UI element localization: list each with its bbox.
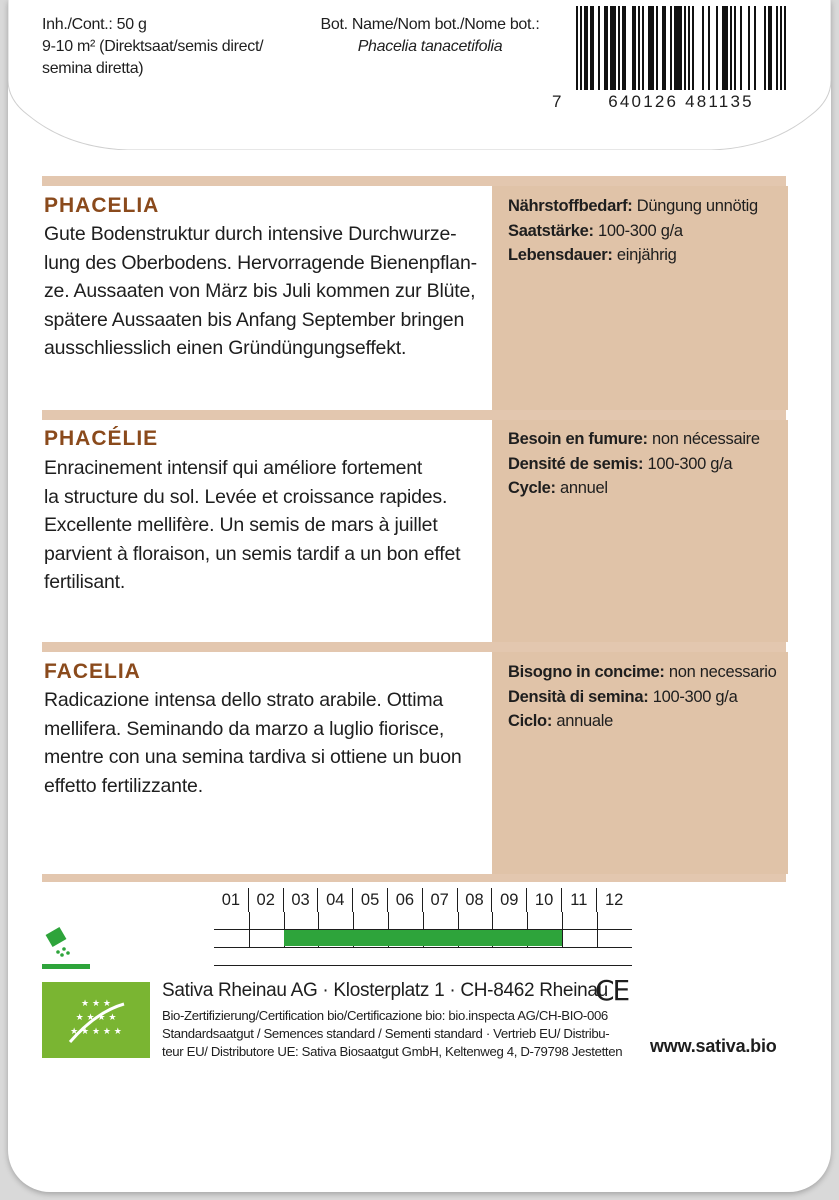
attribute-row	[508, 685, 788, 710]
barcode-bar	[604, 6, 606, 90]
barcode-bar	[754, 6, 756, 90]
barcode-bar	[576, 6, 578, 90]
barcode-bar	[606, 6, 608, 90]
barcode-bar	[716, 6, 718, 90]
attribute-row	[508, 660, 788, 685]
barcode-bar	[748, 6, 750, 90]
attribute-value: einjährig	[612, 246, 677, 264]
fine-line: teur EU/ Distributore UE: Sativa Biosaatgut GmbH, Keltenweg 4, D-79798 Jestetten	[162, 1044, 623, 1059]
attribute-value: annuel	[555, 479, 608, 497]
calendar-vline	[249, 912, 250, 948]
barcode-bar	[598, 6, 600, 90]
attribute-row	[508, 194, 788, 219]
barcode-bar	[662, 6, 664, 90]
content-line: Inh./Cont.: 50 g	[42, 16, 147, 33]
section-title: PHACELIA	[44, 194, 160, 217]
attribute-row	[508, 427, 788, 452]
barcode-bar	[624, 6, 626, 90]
sowing-period-bar	[284, 930, 562, 946]
barcode-bar	[610, 6, 612, 90]
section-divider	[42, 410, 786, 420]
body-line: effetto fertilizzante.	[44, 774, 203, 797]
calendar-month-06: 06	[388, 888, 423, 912]
attribute-value: 100-300 g/a	[643, 454, 733, 473]
calendar-month-01: 01	[214, 888, 249, 912]
barcode-bar	[586, 6, 588, 90]
barcode-bar	[648, 6, 650, 90]
attribute-row	[508, 709, 788, 734]
attribute-value: annuale	[552, 712, 613, 730]
company-address: Sativa Rheinau AG · Klosterplatz 1 · CH-8462 Rheinau	[162, 980, 608, 1001]
website-link[interactable]: www.sativa.bio	[650, 1036, 777, 1056]
section-divider	[42, 176, 786, 186]
svg-text:★ ★ ★ ★ ★: ★ ★ ★ ★ ★	[70, 1027, 122, 1037]
attribute-value: Düngung unnötig	[632, 197, 758, 215]
content-line: 9-10 m² (Direktsaat/semis direct/	[42, 38, 264, 55]
section-title: FACELIA	[44, 660, 141, 683]
sowing-calendar	[214, 888, 632, 912]
attribute-label: Saatstärke:	[508, 221, 594, 240]
body-line: ze. Aussaaten von März bis Juli kommen zur Blüte,	[44, 280, 476, 302]
calendar-month-12: 12	[604, 891, 624, 909]
barcode-bar	[642, 6, 644, 90]
barcode-bar	[708, 6, 710, 90]
barcode-bar	[676, 6, 678, 90]
barcode-bar	[768, 6, 770, 90]
barcode-bar	[674, 6, 676, 90]
body-line: lung des Oberbodens. Hervorragende Bienenpflan-	[44, 251, 477, 274]
attribute-label: Bisogno in concime:	[508, 663, 665, 681]
barcode-bar	[724, 6, 726, 90]
body-line: spätere Aussaaten bis Anfang September bringen	[44, 308, 465, 331]
barcode-bar	[634, 6, 636, 90]
barcode-bar	[614, 6, 616, 90]
barcode	[552, 0, 786, 120]
barcode-bar	[650, 6, 652, 90]
attribute-label: Densité de semis:	[508, 454, 644, 473]
attributes-list	[508, 427, 788, 501]
body-line: parvient à floraison, un semis tardif a un bon effet	[44, 542, 461, 565]
attribute-value: non necessario	[664, 663, 777, 681]
barcode-bar	[618, 6, 620, 90]
attribute-label: Densità di semina:	[508, 687, 649, 706]
attributes-list	[508, 660, 788, 734]
calendar-month-04: 04	[318, 888, 353, 912]
barcode-bar	[622, 6, 624, 90]
barcode-bar	[656, 6, 658, 90]
barcode-bar	[780, 6, 782, 90]
barcode-bar	[638, 6, 640, 90]
attribute-row	[508, 476, 788, 501]
calendar-month-03: 03	[284, 888, 319, 912]
barcode-bar	[612, 6, 614, 90]
section-body	[44, 220, 488, 363]
barcode-bar	[664, 6, 666, 90]
fine-line: Standardsaatgut / Semences standard / Sementi standard · Vertrieb EU/ Distribu-	[162, 1026, 610, 1041]
barcode-bar	[592, 6, 594, 90]
barcode-bar	[580, 6, 582, 90]
barcode-bar	[670, 6, 672, 90]
body-line: Radicazione intensa dello strato arabile. Ottima	[44, 689, 444, 711]
content-info	[42, 14, 302, 80]
sowing-icon	[42, 922, 90, 970]
eu-organic-logo	[42, 982, 150, 1058]
barcode-bar	[730, 6, 732, 90]
attribute-row	[508, 452, 788, 477]
attribute-label: Ciclo:	[508, 712, 553, 730]
barcode-bar	[740, 6, 742, 90]
body-line: Gute Bodenstruktur durch intensive Durchwurze-	[44, 223, 457, 245]
attribute-value: non nécessaire	[647, 430, 760, 448]
barcode-bar	[784, 6, 786, 90]
calendar-vline	[597, 912, 598, 948]
attribute-label: Nährstoffbedarf:	[508, 197, 633, 215]
barcode-bar	[678, 6, 680, 90]
section-body	[44, 686, 488, 800]
svg-text:★ ★ ★: ★ ★ ★	[81, 999, 111, 1009]
fine-line: Bio-Zertifizierung/Certification bio/Certificazione bio: bio.inspecta AG/CH-BIO-006	[162, 1008, 608, 1023]
section-body	[44, 454, 488, 597]
barcode-bar	[726, 6, 728, 90]
barcode-bar	[770, 6, 772, 90]
barcode-bar	[692, 6, 694, 90]
barcode-bar	[584, 6, 586, 90]
calendar-month-11: 11	[562, 888, 597, 912]
attribute-row	[508, 219, 788, 244]
calendar-month-09: 09	[492, 888, 527, 912]
barcode-number: 640126 481135	[608, 92, 754, 111]
barcode-bar	[702, 6, 704, 90]
barcode-bar	[734, 6, 736, 90]
attributes-list	[508, 194, 788, 268]
barcode-bar	[652, 6, 654, 90]
body-line: Enracinement intensif qui améliore fortement	[44, 457, 423, 479]
attribute-row	[508, 243, 788, 268]
barcode-bar	[632, 6, 634, 90]
botanical-name-label: Bot. Name/Nom bot./Nome bot.:	[320, 16, 540, 33]
calendar-month-05: 05	[353, 888, 388, 912]
calendar-month-02: 02	[249, 888, 284, 912]
calendar-vline	[562, 912, 563, 948]
body-line: ausschliesslich einen Gründüngungseffekt.	[44, 337, 407, 359]
attribute-label: Besoin en fumure:	[508, 430, 648, 448]
attribute-value: 100-300 g/a	[593, 221, 683, 240]
section-title: PHACÉLIE	[44, 427, 159, 450]
svg-text:★ ★ ★ ★: ★ ★ ★ ★	[75, 1013, 117, 1023]
section-divider-bottom	[42, 874, 786, 882]
ce-mark: CE	[595, 974, 629, 1007]
calendar-month-row	[214, 888, 632, 912]
barcode-bar	[680, 6, 682, 90]
attribute-label: Lebensdauer:	[508, 246, 613, 264]
barcode-lead-digit: 7	[552, 92, 562, 111]
barcode-bar	[590, 6, 592, 90]
attribute-value: 100-300 g/a	[648, 687, 738, 706]
calendar-month-08: 08	[458, 888, 493, 912]
body-line: mentre con una semina tardiva si ottiene un buon	[44, 746, 462, 768]
barcode-bar	[764, 6, 766, 90]
content-line: semina diretta)	[42, 60, 144, 77]
body-line: mellifera. Seminando da marzo a luglio fiorisce,	[44, 717, 445, 740]
barcode-bar	[684, 6, 686, 90]
barcode-bar	[722, 6, 724, 90]
botanical-name	[300, 14, 560, 58]
body-line: fertilisant.	[44, 571, 126, 593]
attribute-label: Cycle:	[508, 479, 556, 497]
certification-text	[162, 1007, 642, 1061]
calendar-month-07: 07	[423, 888, 458, 912]
barcode-bars	[576, 6, 786, 90]
calendar-row	[214, 948, 632, 966]
barcode-bar	[776, 6, 778, 90]
calendar-month-10: 10	[527, 888, 562, 912]
body-line: Excellente mellifère. Un semis de mars à juillet	[44, 514, 438, 536]
barcode-bar	[688, 6, 690, 90]
body-line: la structure du sol. Levée et croissance rapides.	[44, 485, 448, 508]
section-divider	[42, 642, 786, 652]
botanical-name-value: Phacelia tanacetifolia	[357, 38, 503, 55]
